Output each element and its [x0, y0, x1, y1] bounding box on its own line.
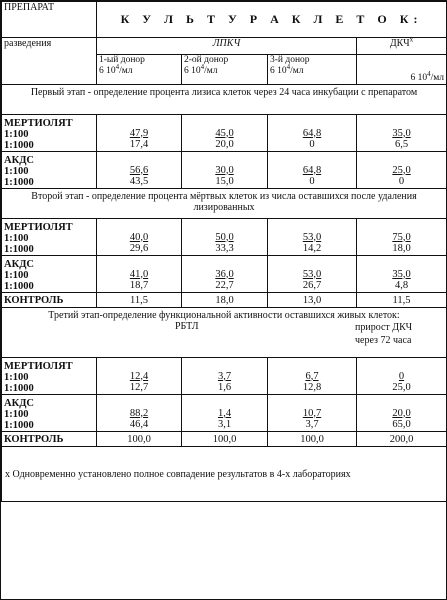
value-cell: 46,4 — [129, 418, 149, 430]
value-cell: 11,5 — [357, 293, 447, 308]
value-cell: 14,2 — [302, 242, 322, 254]
value-cell: 20,0 — [215, 138, 234, 150]
stage2-title: Второй этап - определение процента мёртвых клеток из числа оставшихся после удаления лизированных — [2, 189, 447, 219]
dilution-label: 1:100 — [4, 233, 29, 244]
stage3-mertiolyat-group — [2, 358, 447, 395]
value-cell: 29,6 — [129, 242, 149, 254]
value-cell: 20,0 — [392, 407, 411, 419]
dilution-label: 1:1000 — [4, 420, 34, 431]
value-cell: 26,7 — [302, 279, 322, 291]
value-cell: 40,0 — [129, 231, 149, 243]
row-label: АКДС — [4, 259, 35, 270]
value-cell: 53,0 — [302, 268, 322, 280]
preparat-header: ПРЕПАРАТ — [2, 2, 97, 38]
dilution-label: 1:100 — [4, 166, 29, 177]
value-cell: 1,6 — [217, 381, 232, 393]
value-cell: 50,0 — [215, 231, 234, 243]
value-cell: 11,5 — [97, 293, 182, 308]
value-cell: 3,7 — [305, 418, 319, 430]
row-label: АКДС — [4, 398, 35, 409]
value-cell: 3,1 — [217, 418, 232, 430]
dilution-label: 1:100 — [4, 129, 29, 140]
stage3-control-row — [2, 432, 447, 447]
value-cell: 18,7 — [129, 279, 149, 291]
lpkch-header: ЛПКЧ — [97, 38, 357, 55]
stage2-akds-group — [2, 256, 447, 293]
value-cell: 100,0 — [268, 432, 357, 447]
value-cell: 200,0 — [357, 432, 447, 447]
footnote: х Одновременно установлено полное совпадение результатов в 4-х лабораториях — [2, 447, 447, 502]
value-cell: 0 — [309, 175, 315, 187]
value-cell: 12,4 — [129, 370, 149, 382]
stage2-control-row — [2, 293, 447, 308]
value-cell: 22,7 — [215, 279, 234, 291]
value-cell: 56,6 — [129, 164, 149, 176]
row-label: АКДС — [4, 155, 35, 166]
value-cell: 45,0 — [215, 127, 234, 139]
row-label: МЕРТИОЛЯТ — [4, 222, 73, 233]
row-label: КОНТРОЛЬ — [2, 432, 97, 447]
value-cell: 0 — [398, 175, 405, 187]
dilution-label: 1:1000 — [4, 281, 34, 292]
value-cell: 64,8 — [302, 164, 322, 176]
value-cell: 12,8 — [302, 381, 322, 393]
dilution-label: 1:100 — [4, 270, 29, 281]
stage1-mertiolyat-group — [2, 115, 447, 152]
value-cell: 53,0 — [302, 231, 322, 243]
stage3-akds-group — [2, 395, 447, 432]
value-cell: 25,0 — [392, 164, 411, 176]
value-cell: 100,0 — [182, 432, 268, 447]
stage1-title: Первый этап - определение процента лизиса клеток через 24 часа инкубации с препаратом — [2, 85, 447, 115]
row-label: КОНТРОЛЬ — [2, 293, 97, 308]
razvedenia-header: разведения — [2, 38, 97, 85]
stage1-akds-group — [2, 152, 447, 189]
value-cell: 100,0 — [97, 432, 182, 447]
stage3-title: Третий этап-определение функциональной активности оставшихся живых клеток: — [48, 310, 400, 321]
value-cell: 6,5 — [394, 138, 409, 150]
value-cell: 18,0 — [392, 242, 411, 254]
value-cell: 88,2 — [129, 407, 149, 419]
row-label: МЕРТИОЛЯТ — [4, 361, 73, 372]
results-table — [1, 1, 447, 502]
growth-label: прирост ДКЧ через 72 часа — [355, 322, 413, 346]
value-cell: 18,0 — [182, 293, 268, 308]
value-cell: 3,7 — [217, 370, 232, 382]
value-cell: 10,7 — [302, 407, 322, 419]
dilution-label: 1:1000 — [4, 244, 34, 255]
dilution-label: 1:100 — [4, 372, 29, 383]
value-cell: 0 — [309, 138, 315, 150]
value-cell: 65,0 — [392, 418, 411, 430]
value-cell: 25,0 — [392, 381, 411, 393]
value-cell: 75,0 — [392, 231, 411, 243]
culture-title: К У Л Ь Т У Р А К Л Е Т О К: — [97, 2, 447, 38]
rbtl-label: РБТЛ — [175, 321, 199, 332]
stage2-mertiolyat-group — [2, 219, 447, 256]
value-cell: 0 — [398, 370, 405, 382]
dilution-label: 1:100 — [4, 409, 29, 420]
donor2-header: 2-ой донор 6 $10^4/мл$ — [182, 55, 268, 85]
value-cell: 47,9 — [129, 127, 149, 139]
dilution-label: 1:1000 — [4, 383, 34, 394]
value-cell: 41,0 — [129, 268, 149, 280]
value-cell: 6,7 — [305, 370, 319, 382]
value-cell: 64,8 — [302, 127, 322, 139]
value-cell: 12,7 — [129, 381, 149, 393]
value-cell: 30,0 — [215, 164, 234, 176]
value-cell: 17,4 — [129, 138, 149, 150]
row-label: МЕРТИОЛЯТ — [4, 118, 73, 129]
dkch-conc-header: 6 $10^4/мл$ — [357, 55, 447, 85]
value-cell: 43,5 — [129, 175, 149, 187]
dilution-label: 1:1000 — [4, 140, 34, 151]
value-cell: 33,3 — [215, 242, 234, 254]
value-cell: 15,0 — [215, 175, 234, 187]
value-cell: 4,8 — [394, 279, 409, 291]
donor3-header: 3-й донор 6 $10^4/мл$ — [268, 55, 357, 85]
value-cell: 35,0 — [392, 268, 411, 280]
dilution-label: 1:1000 — [4, 177, 34, 188]
value-cell: 1,4 — [217, 407, 232, 419]
donor1-header: 1-ый донор 6 $10^4/мл$ — [97, 55, 182, 85]
dkch-header: $ДКЧ^х$ — [357, 38, 447, 55]
stage3-header — [2, 308, 447, 358]
value-cell: 35,0 — [392, 127, 411, 139]
value-cell: 13,0 — [268, 293, 357, 308]
value-cell: 36,0 — [215, 268, 234, 280]
